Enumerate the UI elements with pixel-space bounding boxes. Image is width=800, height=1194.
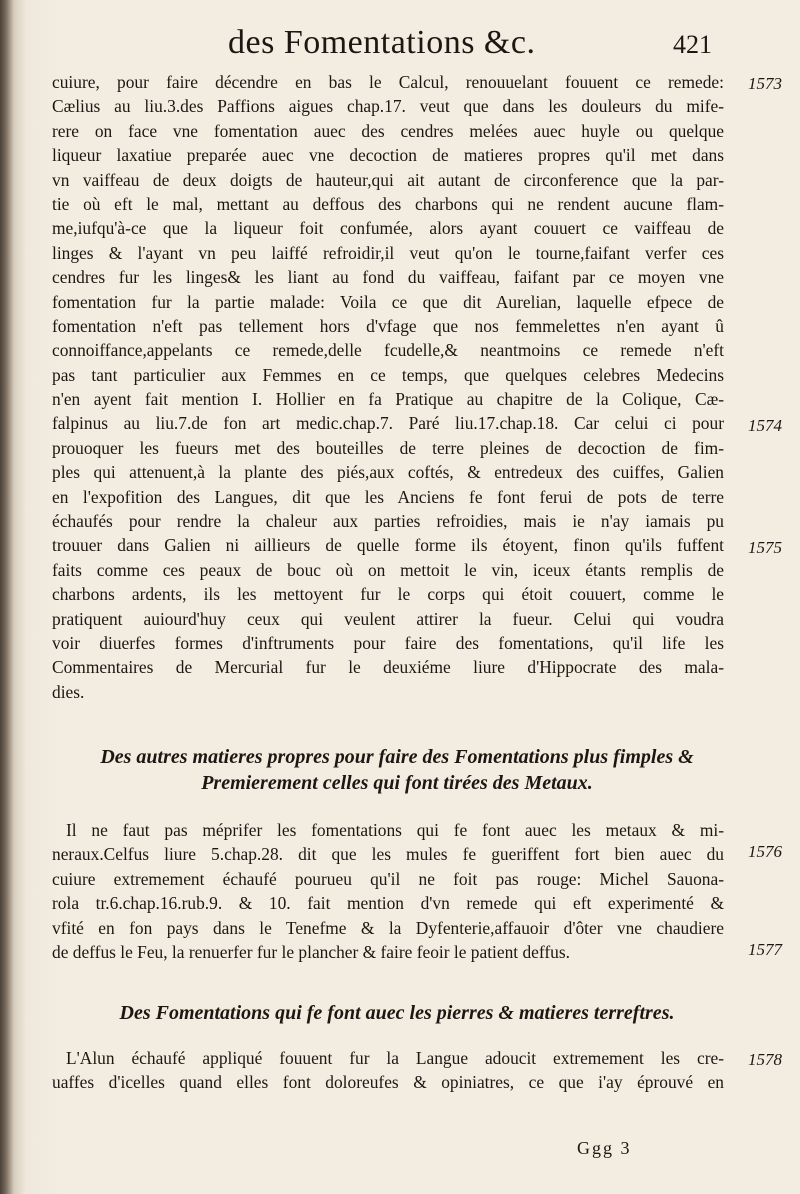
text-line: linges & l'ayant vn peu laiffé refroidir,il veut qu'on le tourne,faifant verfer ces bbox=[52, 242, 724, 263]
margin-year: 1577 bbox=[748, 940, 782, 959]
section-heading-stones bbox=[52, 1000, 742, 1026]
text-line: Il ne faut pas méprifer les fomentations qui fe font auec les metaux & mi- bbox=[66, 820, 724, 840]
heading-line: Des Fomentations qui fe font auec les pierres & matieres terreftres. bbox=[119, 1002, 675, 1024]
text-line: rola tr.6.chap.16.rub.9. & 10. fait mention d'vn remede qui eft experimenté & bbox=[52, 893, 724, 914]
margin-year: 1573 bbox=[748, 74, 782, 93]
text-line: tie où eft le mal, mettant au deffous des charbons qui ne rendent aucune flam- bbox=[52, 193, 724, 214]
text-line: fomentation fur la partie malade: Voila ce que dit Aurelian, laquelle efpece de bbox=[52, 291, 724, 312]
text-line: cuiure extremement échaufé pourueu qu'il ne foit pas rouge: Michel Sauona- bbox=[52, 868, 724, 889]
section-heading-metals bbox=[52, 744, 742, 796]
text-line: Commentaires de Mercurial fur le deuxiéme liure d'Hippocrate des mala- bbox=[52, 657, 724, 678]
text-line: trouuer dans Galien ni aillieurs de quelle forme ils étoyent, finon qu'ils fuffent bbox=[52, 535, 724, 556]
margin-year: 1576 bbox=[748, 842, 782, 861]
text-line: vfité en fon pays dans le Tenefme & la Dyfenterie,affauoir d'ôter vne chaudiere bbox=[52, 917, 724, 938]
text-line: rere on face vne fomentation auec des cendres melées auec huyle ou quelque bbox=[52, 120, 724, 141]
paragraph-2 bbox=[52, 818, 724, 964]
text-line: liqueur laxatiue preparée auec vne decoction de matieres propres qu'il met dans bbox=[52, 145, 724, 166]
page-header bbox=[0, 18, 800, 68]
text-line: me,iufqu'à-ce que la liqueur foit confumée, alors ayant couuert ce vaiffeau de bbox=[52, 218, 724, 239]
text-line: uaffes d'icelles quand elles font doloreufes & opiniatres, ce que i'ay éprouvé en bbox=[52, 1072, 724, 1093]
text-line: pas tant particulier aux Femmes en ce temps, que quelques celebres Medecins bbox=[52, 364, 724, 385]
text-line: L'Alun échaufé appliqué fouuent fur la Langue adoucit extremement les cre- bbox=[66, 1048, 724, 1068]
text-line: cendres fur les linges& les liant au fond du vaiffeau, faifant par ce moyen vne bbox=[52, 267, 724, 288]
text-line: charbons ardents, ils les mettoyent fur le corps qui étoit couuert, comme le bbox=[52, 584, 724, 605]
text-line: dies. bbox=[52, 681, 85, 702]
paragraph-1 bbox=[52, 70, 724, 704]
heading-line: Premierement celles qui font tirées des Metaux. bbox=[201, 772, 593, 794]
text-line: falpinus au liu.7.de fon art medic.chap.7. Paré liu.17.chap.18. Car celui ci pour bbox=[52, 413, 724, 434]
text-line: en l'expofition des Langues, dit que les Anciens fe font ferui de pots de terre bbox=[52, 486, 724, 507]
text-line: neraux.Celfus liure 5.chap.28. dit que les mules fe gueriffent fort bien auec du bbox=[52, 844, 724, 865]
paragraph-3 bbox=[52, 1046, 724, 1095]
text-line: vn vaiffeau de deux doigts de hauteur,qui ait autant de circonference que la par- bbox=[52, 169, 724, 190]
text-line: pratiquent auiourd'huy ceux qui veulent attirer la fueur. Celui qui voudra bbox=[52, 608, 724, 629]
text-line: échaufés pour rendre la chaleur aux parties refroidies, mais ie n'ay iamais pu bbox=[52, 511, 724, 532]
margin-year: 1575 bbox=[748, 538, 782, 557]
margin-year: 1578 bbox=[748, 1050, 782, 1069]
page-number: 421 bbox=[673, 30, 712, 59]
text-line: connoiffance,appelants ce remede,delle fcudelle,& neantmoins ce remede n'eft bbox=[52, 340, 724, 361]
text-line: prouoquer les fueurs met des bouteilles de terre pleines de decoction de fim- bbox=[52, 437, 724, 458]
heading-line: Des autres matieres propres pour faire des Fomentations plus fimples & bbox=[100, 746, 694, 768]
text-line: cuiure, pour faire décendre en bas le Calcul, renouuelant fouuent ce remede: bbox=[52, 72, 724, 92]
signature-mark: Ggg 3 bbox=[577, 1138, 632, 1158]
text-line: Cælius au liu.3.des Paffions aigues chap.17. veut que dans les douleurs du mife- bbox=[52, 96, 724, 117]
text-line: ples qui attenuent,à la plante des piés,aux coftés, & entredeux des cuiffes, Galien bbox=[52, 462, 724, 483]
text-line: voir diuerfes formes d'inftruments pour faire des fomentations, qu'il life les bbox=[52, 632, 724, 653]
text-line: fomentation n'eft pas tellement hors d'vfage que nos femmelettes n'en ayant û bbox=[52, 315, 724, 336]
running-title: des Fomentations &c. bbox=[228, 24, 536, 61]
text-line: de deffus le Feu, la renuerfer fur le plancher & faire feoir le patient deffus. bbox=[52, 941, 570, 962]
text-line: faits comme ces peaux de bouc où on mettoit le vin, iceux étants remplis de bbox=[52, 559, 724, 580]
text-line: n'en ayent fait mention I. Hollier en fa Pratique au chapitre de la Colique, Cæ- bbox=[52, 389, 724, 410]
margin-year: 1574 bbox=[748, 416, 782, 435]
